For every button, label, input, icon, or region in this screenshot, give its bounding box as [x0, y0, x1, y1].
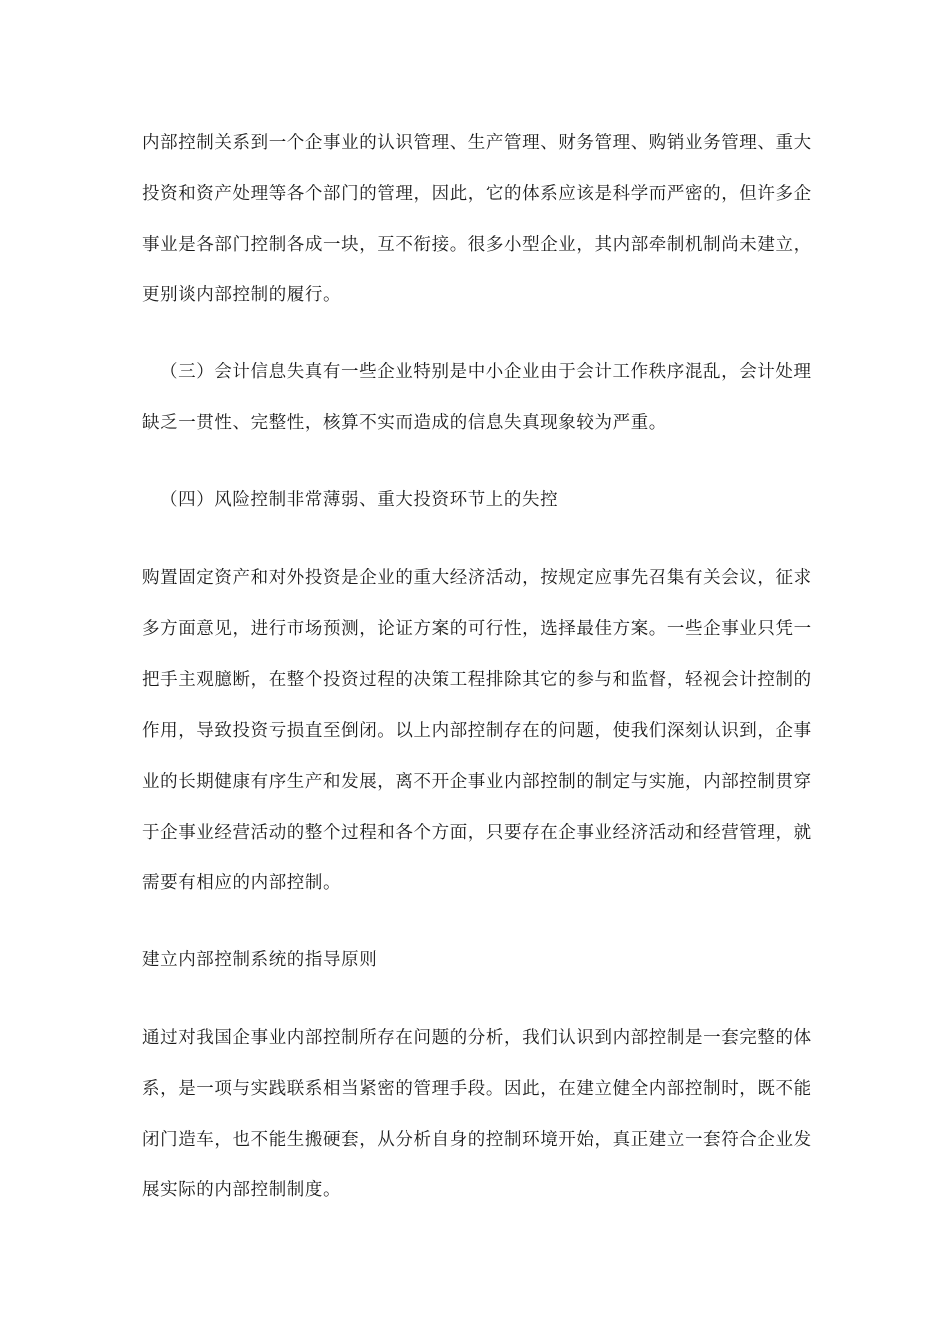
paragraph-2-line-2: 缺乏一贯性、完整性，核算不实而造成的信息失真现象较为严重。: [142, 413, 667, 433]
paragraph-6-line-2: 系，是一项与实践联系相当紧密的管理手段。因此，在建立健全内部控制时，既不能: [142, 1079, 812, 1099]
paragraph-4-line-7: 需要有相应的内部控制。: [142, 873, 342, 893]
paragraph-6-line-3: 闭门造车，也不能生搬硬套，从分析自身的控制环境开始，真正建立一套符合企业发: [142, 1130, 812, 1150]
paragraph-1-line-1: 内部控制关系到一个企事业的认识管理、生产管理、财务管理、购销业务管理、重大: [142, 133, 812, 153]
paragraph-6-line-4: 展实际的内部控制制度。: [142, 1180, 342, 1200]
paragraph-6-line-1: 通过对我国企事业内部控制所存在问题的分析，我们认识到内部控制是一套完整的体: [142, 1028, 812, 1048]
paragraph-4-line-5: 业的长期健康有序生产和发展，离不开企事业内部控制的制定与实施，内部控制贯穿: [142, 772, 812, 792]
paragraph-4-line-6: 于企事业经营活动的整个过程和各个方面，只要存在企事业经济活动和经营管理，就: [142, 823, 812, 843]
section-heading-principles: 建立内部控制系统的指导原则: [142, 950, 378, 970]
paragraph-4-line-3: 把手主观臆断，在整个投资过程的决策工程排除其它的参与和监督，轻视会计控制的: [142, 670, 812, 690]
paragraph-2-line-1: （三）会计信息失真有一些企业特别是中小企业由于会计工作秩序混乱，会计处理: [160, 362, 812, 382]
paragraph-1-line-4: 更别谈内部控制的履行。: [142, 285, 342, 305]
section-heading-4: （四）风险控制非常薄弱、重大投资环节上的失控: [160, 490, 559, 510]
paragraph-4-line-4: 作用，导致投资亏损直至倒闭。以上内部控制存在的问题，使我们深刻认识到，企事: [142, 721, 812, 741]
paragraph-4-line-1: 购置固定资产和对外投资是企业的重大经济活动，按规定应事先召集有关会议，征求: [142, 568, 812, 588]
paragraph-1-line-2: 投资和资产处理等各个部门的管理，因此，它的体系应该是科学而严密的，但许多企: [142, 184, 812, 204]
paragraph-1-line-3: 事业是各部门控制各成一块，互不衔接。很多小型企业，其内部牵制机制尚未建立，: [142, 235, 812, 255]
paragraph-4-line-2: 多方面意见，进行市场预测，论证方案的可行性，选择最佳方案。一些企事业只凭一: [142, 619, 812, 639]
